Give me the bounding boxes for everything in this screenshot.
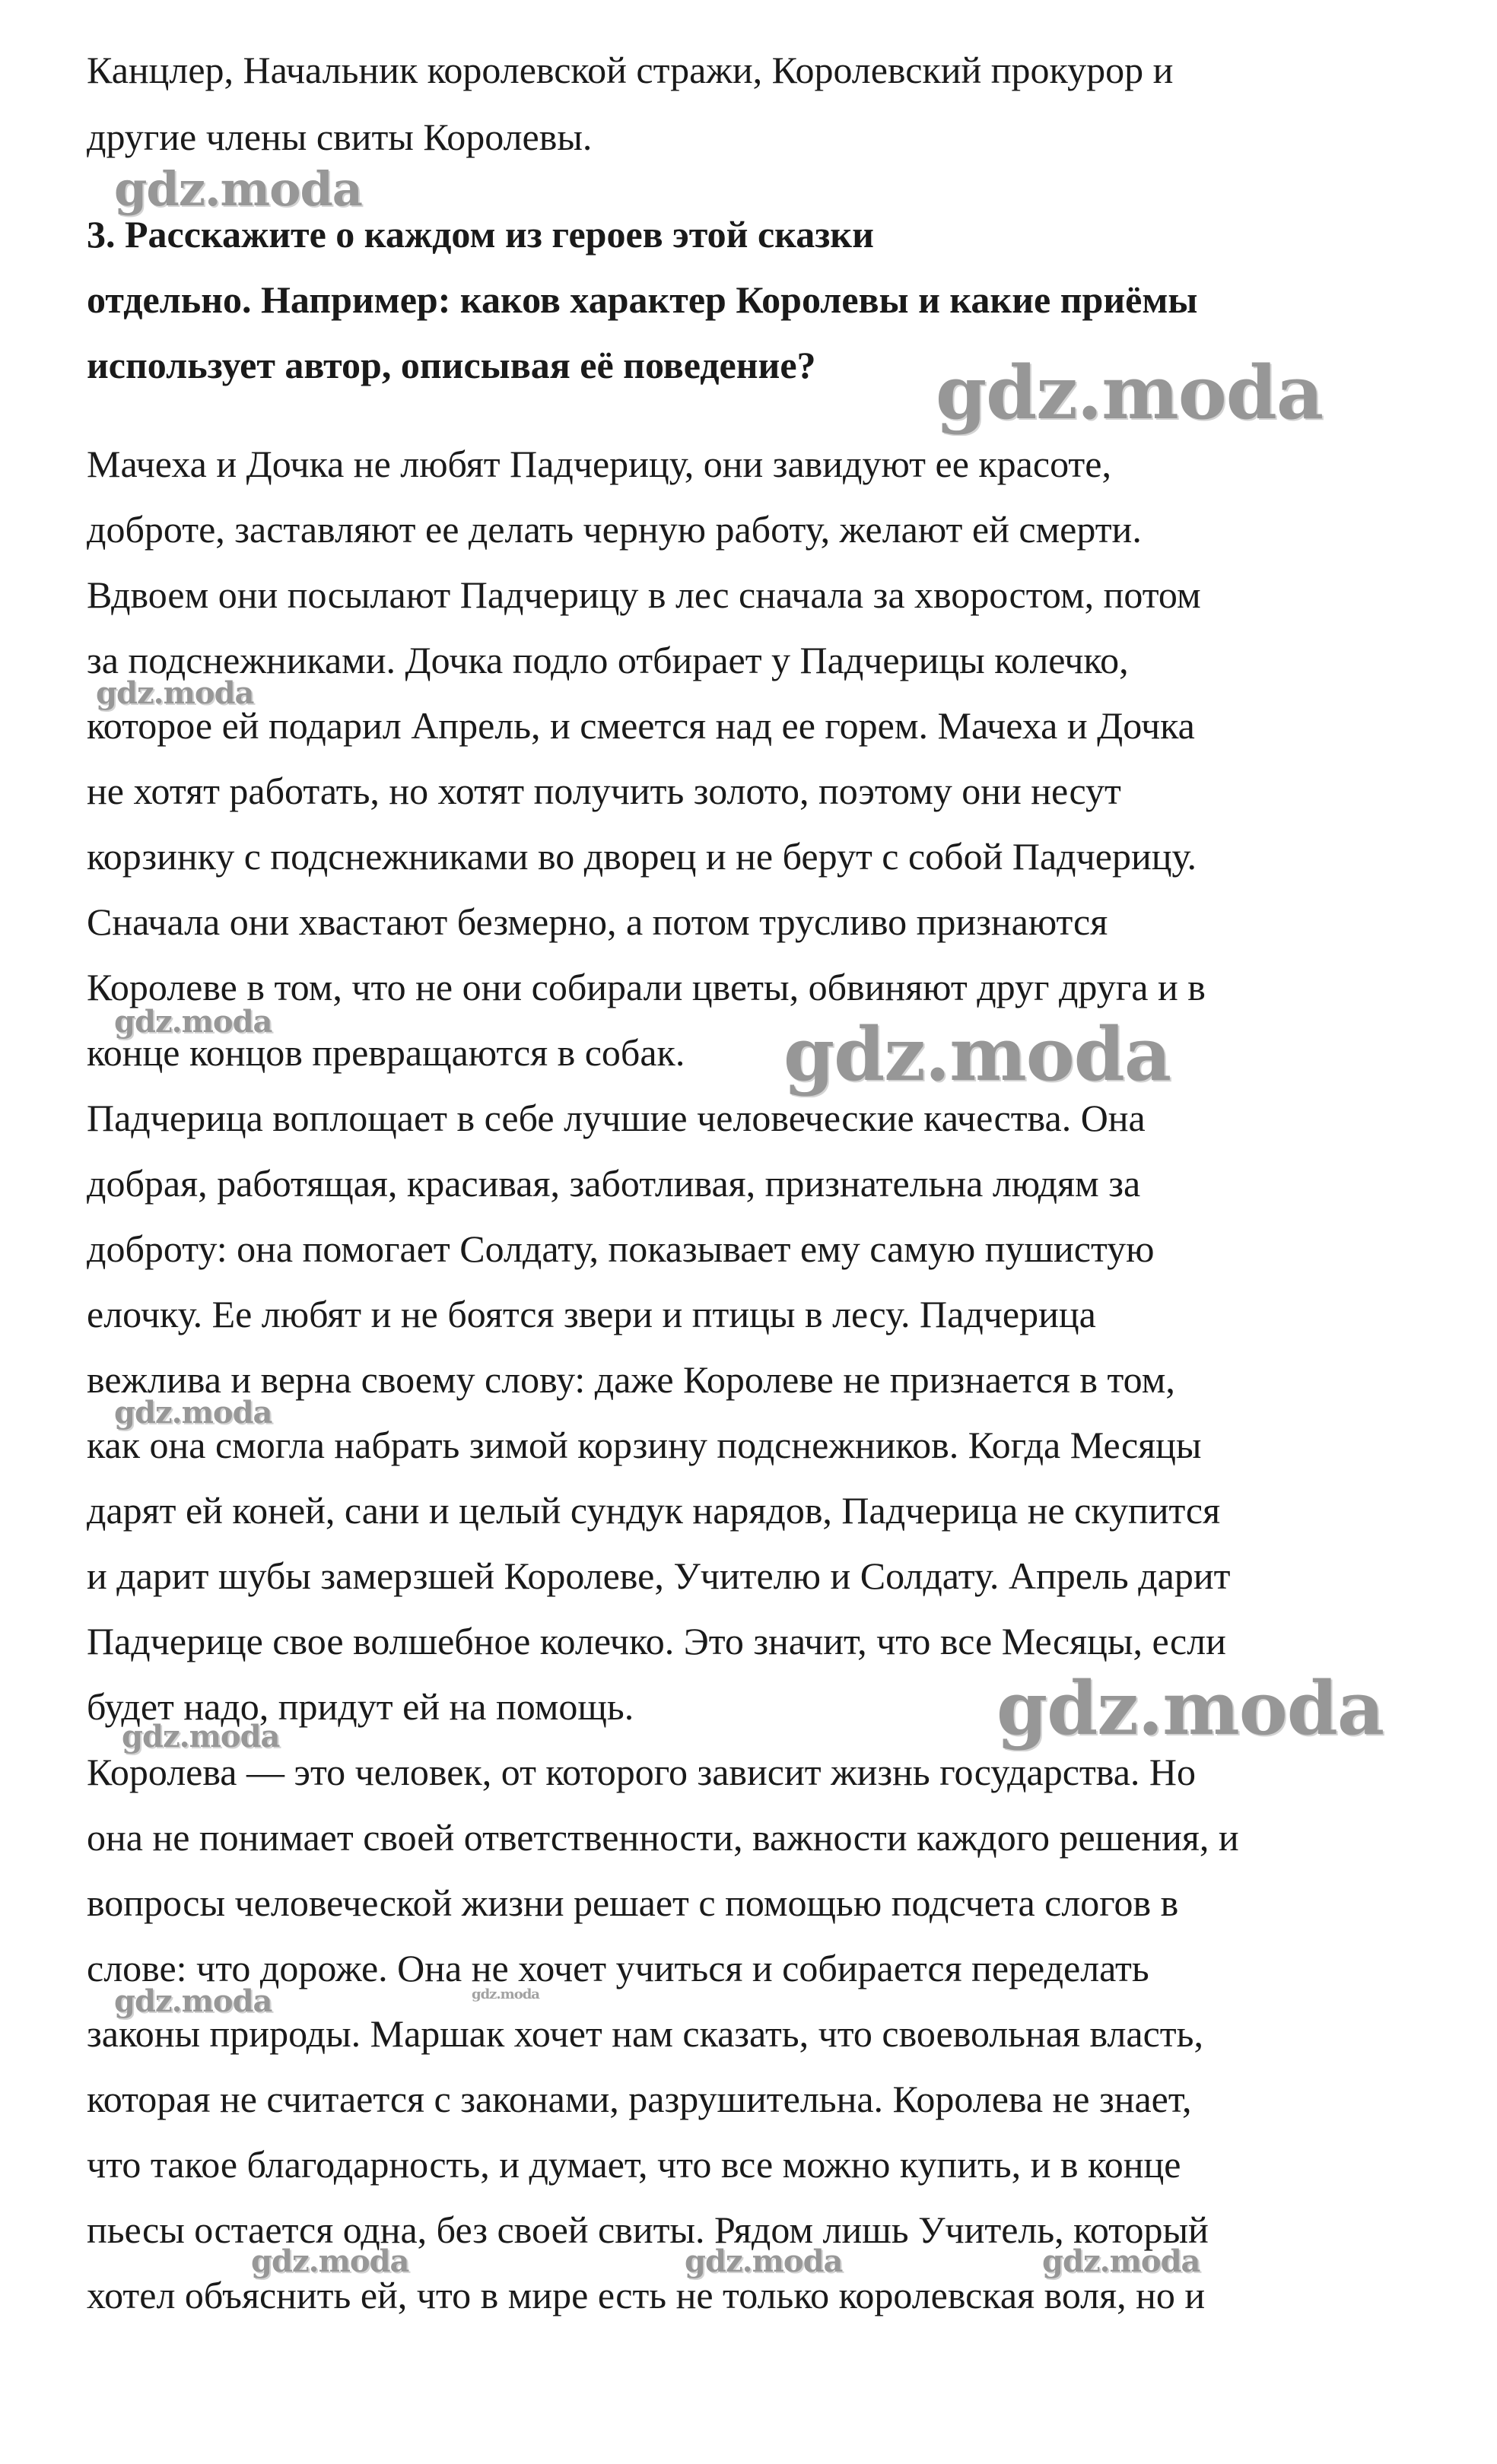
- watermark: gdz.moda: [114, 1395, 272, 1430]
- text-line: что такое благодарность, и думает, что все можно купить, и в конце: [87, 2143, 1181, 2186]
- question-heading: использует автор, описывая её поведение?: [87, 344, 816, 386]
- text-line: дарят ей коней, сани и целый сундук нарядов, Падчерица не скупится: [87, 1489, 1221, 1532]
- text-line: добрая, работящая, красивая, заботливая, признательна людям за: [87, 1162, 1141, 1205]
- text-line: слове: что дороже. Она не хочет учиться и собирается переделать: [87, 1947, 1149, 1989]
- watermark: gdz.moda: [114, 1983, 272, 2019]
- text-line: елочку. Ее любят и не боятся звери и птицы в лесу. Падчерица: [87, 1293, 1096, 1335]
- watermark: gdz.moda: [114, 1004, 272, 1040]
- text-line: Канцлер, Начальник королевской стражи, Королевский прокурор и: [87, 49, 1174, 91]
- text-line: пьесы остается одна, без своей свиты. Рядом лишь Учитель, который: [87, 2208, 1209, 2251]
- text-line: которое ей подарил Апрель, и смеется над ее горем. Мачеха и Дочка: [87, 704, 1195, 747]
- watermark: gdz.moda: [251, 2243, 409, 2279]
- text-line: конце концов превращаются в собак.: [87, 1031, 685, 1074]
- text-line: доброте, заставляют ее делать черную работу, желают ей смерти.: [87, 508, 1142, 551]
- watermark: gdz.moda: [783, 1011, 1171, 1097]
- watermark: gdz.moda: [122, 1719, 280, 1754]
- text-line: и дарит шубы замерзшей Королеве, Учителю и Солдату. Апрель дарит: [87, 1554, 1231, 1597]
- text-line: законы природы. Маршак хочет нам сказать, что своевольная власть,: [87, 2012, 1203, 2055]
- watermark: gdz.moda: [685, 2243, 843, 2279]
- text-line: доброту: она помогает Солдату, показывает ему самую пушистую: [87, 1227, 1155, 1270]
- text-line: Вдвоем они посылают Падчерицу в лес сначала за хворостом, потом: [87, 573, 1201, 616]
- text-line: Королева — это человек, от которого зависит жизнь государства. Но: [87, 1751, 1197, 1793]
- watermark: gdz.moda: [1042, 2243, 1200, 2279]
- text-line: она не понимает своей ответственности, важности каждого решения, и: [87, 1816, 1239, 1859]
- text-line: Падчерица воплощает в себе лучшие человеческие качества. Она: [87, 1097, 1146, 1139]
- watermark: gdz.moda: [996, 1665, 1384, 1751]
- text-line: которая не считается с законами, разрушительна. Королева не знает,: [87, 2078, 1192, 2120]
- text-line: другие члены свиты Королевы.: [87, 116, 593, 158]
- text-line: будет надо, придут ей на помощь.: [87, 1685, 634, 1728]
- watermark: gdz.moda: [472, 1986, 539, 2002]
- text-line: вежлива и верна своему слову: даже Королеве не признается в том,: [87, 1358, 1175, 1401]
- text-line: не хотят работать, но хотят получить золото, поэтому они несут: [87, 770, 1121, 812]
- text-line: Королеве в том, что не они собирали цветы, обвиняют друг друга и в: [87, 966, 1206, 1008]
- watermark: gdz.moda: [936, 350, 1324, 436]
- watermark: gdz.moda: [96, 675, 254, 711]
- text-line: корзинку с подснежниками во дворец и не берут с собой Падчерицу.: [87, 835, 1197, 878]
- text-line: вопросы человеческой жизни решает с помощью подсчета слогов в: [87, 1881, 1179, 1924]
- text-line: Мачеха и Дочка не любят Падчерицу, они завидуют ее красоте,: [87, 443, 1111, 485]
- text-line: Падчерице свое волшебное колечко. Это значит, что все Месяцы, если: [87, 1620, 1226, 1662]
- text-line: Сначала они хвастают безмерно, а потом трусливо признаются: [87, 900, 1108, 943]
- question-heading: отдельно. Например: каков характер Королевы и какие приёмы: [87, 278, 1198, 321]
- text-line: как она смогла набрать зимой корзину подснежников. Когда Месяцы: [87, 1424, 1202, 1466]
- text-line: за подснежниками. Дочка подло отбирает у Падчерицы колечко,: [87, 639, 1129, 681]
- watermark: gdz.moda: [114, 161, 362, 217]
- question-heading: 3. Расскажите о каждом из героев этой сказки: [87, 213, 874, 256]
- text-line: хотел объяснить ей, что в мире есть не только королевская воля, но и: [87, 2274, 1206, 2316]
